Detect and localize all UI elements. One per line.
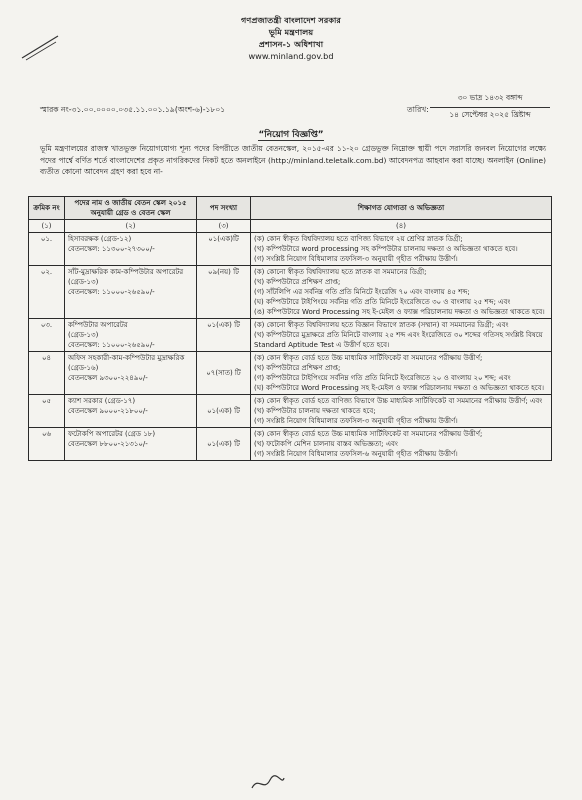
row-qualification <box>251 395 552 428</box>
qualification-item: (ক) কোনো স্বীকৃত বিশ্ববিদ্যালয় হতে স্নাতক বা সমমানের ডিগ্রী; <box>254 268 427 276</box>
row-qualification <box>251 266 552 319</box>
qualification-item: (ঙ) কম্পিউটারে Word Processing সহ ই-মেইল ও ফ্যাক্স পরিচালনায় দক্ষতা ও অভিজ্ঞতা থাকতে হবে। <box>254 308 545 316</box>
col-num: (১) <box>29 220 65 233</box>
pay-scale: বেতনস্কেল ৮৮০০-২১৩১০/- <box>68 440 148 448</box>
table-row <box>29 428 552 461</box>
post-name: সাঁট-মুদ্রাক্ষরিক কাম-কম্পিউটার অপারেটর <box>68 268 184 276</box>
date-label: তারিখ: <box>407 105 429 114</box>
website-url[interactable]: www.minland.gov.bd <box>248 51 334 61</box>
qualification-item: (গ) কম্পিউটারে টাইপিংয়ে সর্বনিম্ন গতি প্রতি মিনিটে ইংরেজিতে ২০ ও বাংলায় ২০ শব্দ; এবং <box>254 374 511 382</box>
header-qualification: শিক্ষাগত যোগ্যতা ও অভিজ্ঞতা <box>251 197 552 220</box>
row-post <box>65 395 197 428</box>
pay-scale: বেতনস্কেল: ১১৩০০-২৭৩০০/- <box>68 245 155 253</box>
date-block <box>430 93 550 122</box>
govt-name: গণপ্রজাতন্ত্রী বাংলাদেশ সরকার <box>241 15 341 25</box>
letterhead <box>0 14 582 62</box>
intro-paragraph: ভূমি মন্ত্রণালয়ের রাজস্ব খাতভুক্ত নিয়োগযোগ্য শূন্য পদের বিপরীতে জাতীয় বেতনস্কেল, ২০১৫-এর ১১-২০ গ্রেডভুক্ত নিম্নোক্ত স্থায়ী পদে সরাসরি জনবল নিয়োগের লক্ষ্যে পদের পার্শ্বে বর্ণিত শর্তে বাংলাদেশের প্রকৃত নাগরিকদের নিকট হতে অনলাইনে (http://minland.teletalk.com.bd) আবেদনপত্র আহবান করা যাচ্ছে। অনলাইন (Online) ব্যতীত কোনো আবেদন গ্রহণ করা হবে না- <box>40 144 546 177</box>
table-header-row <box>29 197 552 220</box>
post-name: কম্পিউটার অপারেটর <box>68 321 128 329</box>
qualification-item: (খ) কম্পিউটারে মুদ্রাক্ষরে প্রতি মিনিটে বাংলায় ২৫ শব্দ এবং ইংরেজিতে ৩০ শব্দের গতিসহ সংশ্লিষ্ট বিষয়ে Standard Aptitude Test এ উত্তীর্ণ হতে হবে। <box>254 331 543 349</box>
header-post: পদের নাম ও জাতীয় বেতন স্কেল ২০১৫ অনুযায়ী গ্রেড ও বেতন স্কেল <box>65 197 197 220</box>
row-post <box>65 319 197 352</box>
post-count: ০১(এক) টি <box>197 395 251 428</box>
post-count: ০১(এক) টি <box>197 319 251 352</box>
qualification-item: (ক) কোন স্বীকৃত বোর্ড হতে উচ্চ মাধ্যমিক সার্টিফিকেট বা সমমানের পরীক্ষায় উত্তীর্ণ; <box>254 354 483 362</box>
date-english: ১৪ সেপ্টেম্বর ২০২৫ খ্রিষ্টাব্দ <box>449 110 531 119</box>
header-count: পদ সংখ্যা <box>197 197 251 220</box>
row-serial: ০৬ <box>29 428 65 461</box>
post-name: অফিস সহকারী-কাম-কম্পিউটার মুদ্রাক্ষরিক <box>68 354 185 362</box>
post-count: ০৭(সাত) টি <box>197 352 251 395</box>
header-serial: ক্রমিক নং <box>29 197 65 220</box>
pay-scale: বেতনস্কেল: ১১০০০-২৬৫৯০/- <box>68 341 155 349</box>
column-number-row <box>29 220 552 233</box>
row-serial: ০৪ <box>29 352 65 395</box>
memo-number: স্মারক নং-৩১.০০.০০০০.০৩৫.১১.০০১.১৯(অংশ-৬)-১৮০১ <box>40 105 226 114</box>
row-serial: ০৩. <box>29 319 65 352</box>
pay-scale: বেতনস্কেল ৯০০০-২১৮০০/- <box>68 407 148 415</box>
col-num: (৪) <box>251 220 552 233</box>
row-qualification <box>251 428 552 461</box>
row-post <box>65 266 197 319</box>
qualification-item: (খ) কম্পিউটারে word processing সহ কম্পিউটার চালনায় দক্ষতা ও অভিজ্ঞতা থাকতে হবে। <box>254 245 518 253</box>
table-row <box>29 395 552 428</box>
post-grade: (গ্রেড-১৬) <box>68 364 99 372</box>
date-bangla: ৩০ ভাদ্র ১৪৩২ বঙ্গাব্দ <box>430 93 550 108</box>
row-qualification <box>251 319 552 352</box>
post-grade: (গ্রেড-১৩) <box>68 278 99 286</box>
qualification-item: (খ) কম্পিউটারে প্রশিক্ষণ প্রাপ্ত; <box>254 364 341 372</box>
table-row <box>29 266 552 319</box>
qualification-item: (খ) ফটোকপি মেশিন চালনায় বাস্তব অভিজ্ঞতা; এবং <box>254 440 398 448</box>
notice-title <box>0 127 582 142</box>
row-serial: ০২. <box>29 266 65 319</box>
qualification-item: (ক) কোন স্বীকৃত বোর্ড হতে বাণিজ্য বিভাগে উচ্চ মাধ্যমিক সার্টিফিকেট বা সমমানের পরীক্ষায় উত্তীর্ণ; এবং <box>254 397 543 405</box>
qualification-item: (গ) সংশ্লিষ্ট নিয়োগ বিধিমালার তফসিল-৩ অনুযায়ী গৃহীত পরীক্ষায় উত্তীর্ণ। <box>254 255 458 263</box>
table-row <box>29 319 552 352</box>
table-row <box>29 352 552 395</box>
qualification-item: (ক) কোন স্বীকৃত বোর্ড হতে উচ্চ মাধ্যমিক সার্টিফিকেট বা সমমানের পরীক্ষায় উত্তীর্ণ; <box>254 430 483 438</box>
row-serial: ০৫ <box>29 395 65 428</box>
section-name: প্রশাসন-১ অধিশাখা <box>258 39 324 49</box>
qualification-item: (ঘ) কম্পিউটারে Word Processing সহ ই-মেইল ও ফ্যাক্স পরিচালনায় দক্ষতা ও অভিজ্ঞতা থাকতে হবে। <box>254 384 544 392</box>
row-serial: ০১. <box>29 233 65 266</box>
signature-mark <box>248 772 288 794</box>
row-qualification <box>251 233 552 266</box>
pay-scale: বেতনস্কেল ৯৩০০-২২৪৯০/- <box>68 374 148 382</box>
qualification-item: (খ) কম্পিউটার চালনায় দক্ষতা থাকতে হবে; <box>254 407 376 415</box>
qualification-item: (গ) সংশ্লিষ্ট নিয়োগ বিধিমালার তফসিল-৬ অনুযায়ী গৃহীত পরীক্ষায় উত্তীর্ণ। <box>254 450 458 458</box>
post-count: ০৯(নয়) টি <box>197 266 251 319</box>
qualification-item: (গ) সংশ্লিষ্ট নিয়োগ বিধিমালার তফসিল-৩ অনুযায়ী গৃহীত পরীক্ষায় উত্তীর্ণ। <box>254 417 458 425</box>
qualification-item: (ক) কোনো স্বীকৃত বিশ্ববিদ্যালয় হতে বিজ্ঞান বিভাগে স্নাতক (সম্মান) বা সমমানের ডিগ্রী; এবং <box>254 321 509 329</box>
qualification-item: (ক) কোন স্বীকৃত বিশ্ববিদ্যালয় হতে বাণিজ্য বিভাগে ২য় শ্রেণির স্নাতক ডিগ্রী; <box>254 235 463 243</box>
post-name: ফটোকপি অপারেটর (গ্রেড ১৮) <box>68 430 156 438</box>
post-count: ০১(এক) টি <box>197 428 251 461</box>
post-grade: (গ্রেড-১৩) <box>68 331 99 339</box>
post-count: ০১(এক)টি <box>197 233 251 266</box>
row-post <box>65 428 197 461</box>
table-row <box>29 233 552 266</box>
row-post <box>65 352 197 395</box>
col-num: (২) <box>65 220 197 233</box>
qualification-item: (গ) সাঁটলিপি এর সর্বনিম্ন গতি প্রতি মিনিটে ইংরেজি ৭০ এবং বাংলায় ৪৫ শব্দ; <box>254 288 470 296</box>
qualification-item: (খ) কম্পিউটারে প্রশিক্ষণ প্রাপ্ত; <box>254 278 341 286</box>
row-qualification <box>251 352 552 395</box>
pay-scale: বেতনস্কেল: ১১০০০-২৬৫৯০/- <box>68 288 155 296</box>
post-name: ক্যাশ সরকার (গ্রেড-১৭) <box>68 397 136 405</box>
notice-title-text: “নিয়োগ বিজ্ঞপ্তি” <box>258 130 324 140</box>
row-post <box>65 233 197 266</box>
post-name: হিসাবরক্ষক (গ্রেড-১২) <box>68 235 132 243</box>
ministry-name: ভূমি মন্ত্রণালয় <box>268 27 314 37</box>
col-num: (৩) <box>197 220 251 233</box>
vacancy-table <box>28 196 552 461</box>
qualification-item: (ঘ) কম্পিউটারে টাইপিংয়ে সর্বনিম্ন গতি প্রতি মিনিটে ইংরেজিতে ৩০ ও বাংলায় ২৫ শব্দ; এবং <box>254 298 511 306</box>
